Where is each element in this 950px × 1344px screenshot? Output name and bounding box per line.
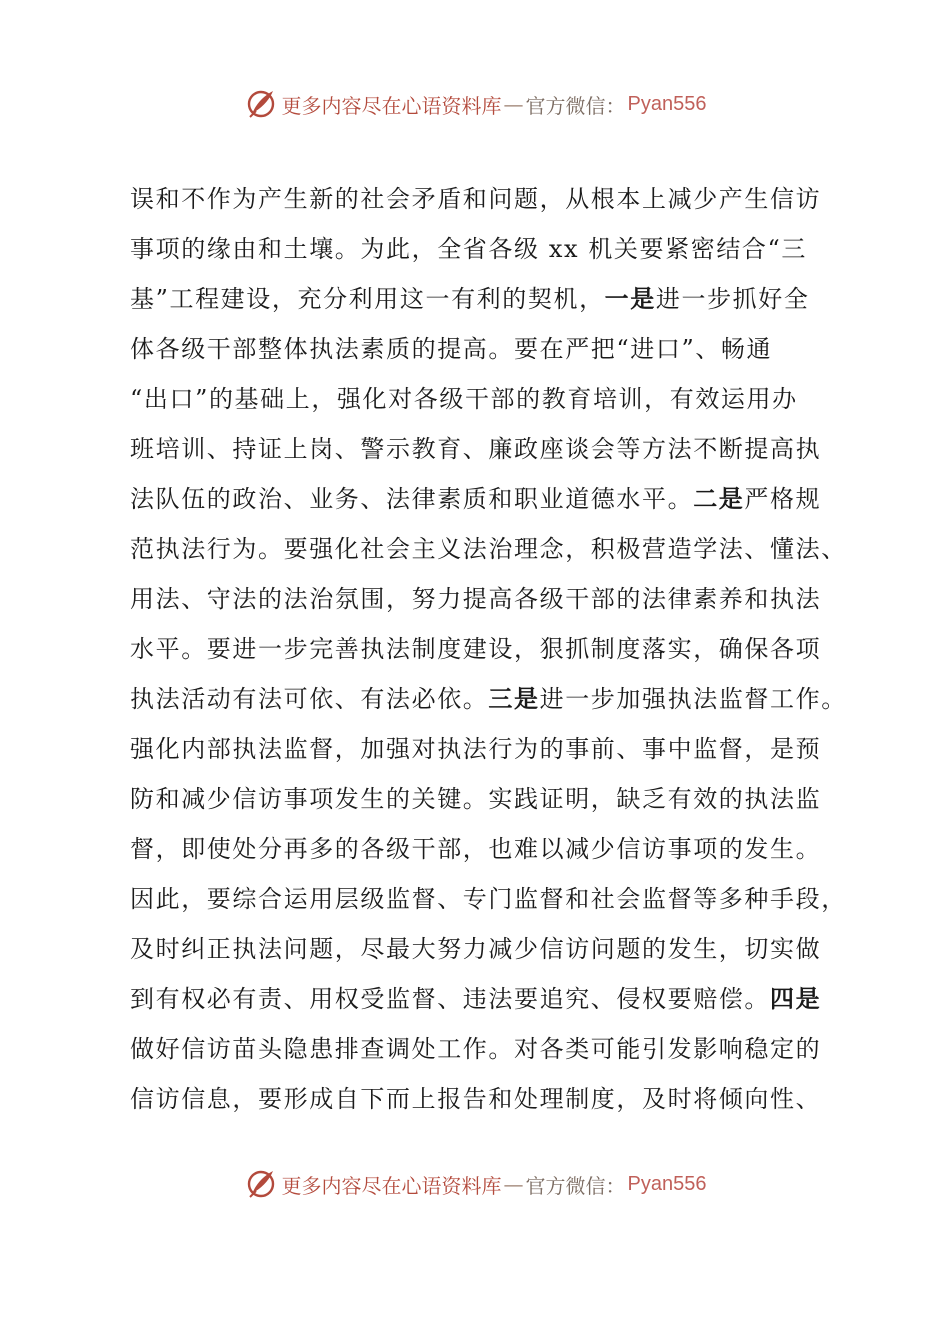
- header-banner: [0, 84, 950, 124]
- text-line: 信访信息，要形成自下而上报告和处理制度，及时将倾向性、: [130, 1085, 822, 1113]
- bold-marker: 三是: [488, 684, 540, 713]
- text-line: 用法、守法的法治氛围，努力提高各级干部的法律素养和执法: [130, 585, 822, 613]
- footer-banner: [0, 1164, 950, 1204]
- text-line: 基”工程建设，充分利用这一有利的契机，一是进一步抓好全: [130, 284, 810, 313]
- banner-separator: —: [503, 1172, 524, 1196]
- text-line: 执法活动有法可依、有法必依。三是进一步加强执法监督工作。: [130, 684, 847, 713]
- text-line: 到有权必有责、用权受监督、违法要追究、侵权要赔偿。四是: [130, 984, 822, 1013]
- text-line: 水平。要进一步完善执法制度建设，狠抓制度落实，确保各项: [130, 635, 822, 663]
- text-line: 事项的缘由和土壤。为此，全省各级 xx 机关要紧密结合“三: [130, 235, 807, 263]
- bold-marker: 四是: [770, 984, 822, 1013]
- bold-marker: 二是: [693, 484, 745, 513]
- banner-separator: —: [503, 92, 524, 116]
- text-line: 防和减少信访事项发生的关键。实践证明，缺乏有效的执法监: [130, 785, 822, 813]
- text-line: 误和不作为产生新的社会矛盾和问题，从根本上减少产生信访: [130, 185, 822, 213]
- quill-logo-icon: [244, 1167, 278, 1201]
- text-line: 体各级干部整体执法素质的提高。要在严把“进口”、畅通: [130, 335, 773, 363]
- text-line: 因此，要综合运用层级监督、专门监督和社会监督等多种手段，: [130, 885, 847, 913]
- banner-wechat-label: 官方微信：: [525, 93, 626, 118]
- text-line: 强化内部执法监督，加强对执法行为的事前、事中监督，是预: [130, 735, 822, 763]
- text-line: 及时纠正执法问题，尽最大努力减少信访问题的发生，切实做: [130, 935, 822, 963]
- banner-wechat-id: Pyan556: [627, 1172, 707, 1195]
- text-line: 班培训、持证上岗、警示教育、廉政座谈会等方法不断提高执: [130, 435, 822, 463]
- banner-wechat-id: Pyan556: [627, 92, 707, 115]
- text-line: 做好信访苗头隐患排查调处工作。对各类可能引发影响稳定的: [130, 1035, 822, 1063]
- banner-wechat-label: 官方微信：: [525, 1173, 626, 1198]
- bold-marker: 一是: [604, 284, 656, 313]
- text-line: “出口”的基础上，强化对各级干部的教育培训，有效运用办: [130, 385, 798, 413]
- text-line: 范执法行为。要强化社会主义法治理念，积极营造学法、懂法、: [130, 535, 847, 563]
- text-line: 法队伍的政治、业务、法律素质和职业道德水平。二是严格规: [130, 484, 822, 513]
- banner-site-text: 更多内容尽在心语资料库: [281, 93, 502, 118]
- quill-logo-icon: [244, 87, 278, 121]
- document-body: [130, 174, 850, 1124]
- banner-site-text: 更多内容尽在心语资料库: [281, 1173, 502, 1198]
- text-line: 督，即使处分再多的各级干部，也难以减少信访事项的发生。: [130, 835, 822, 863]
